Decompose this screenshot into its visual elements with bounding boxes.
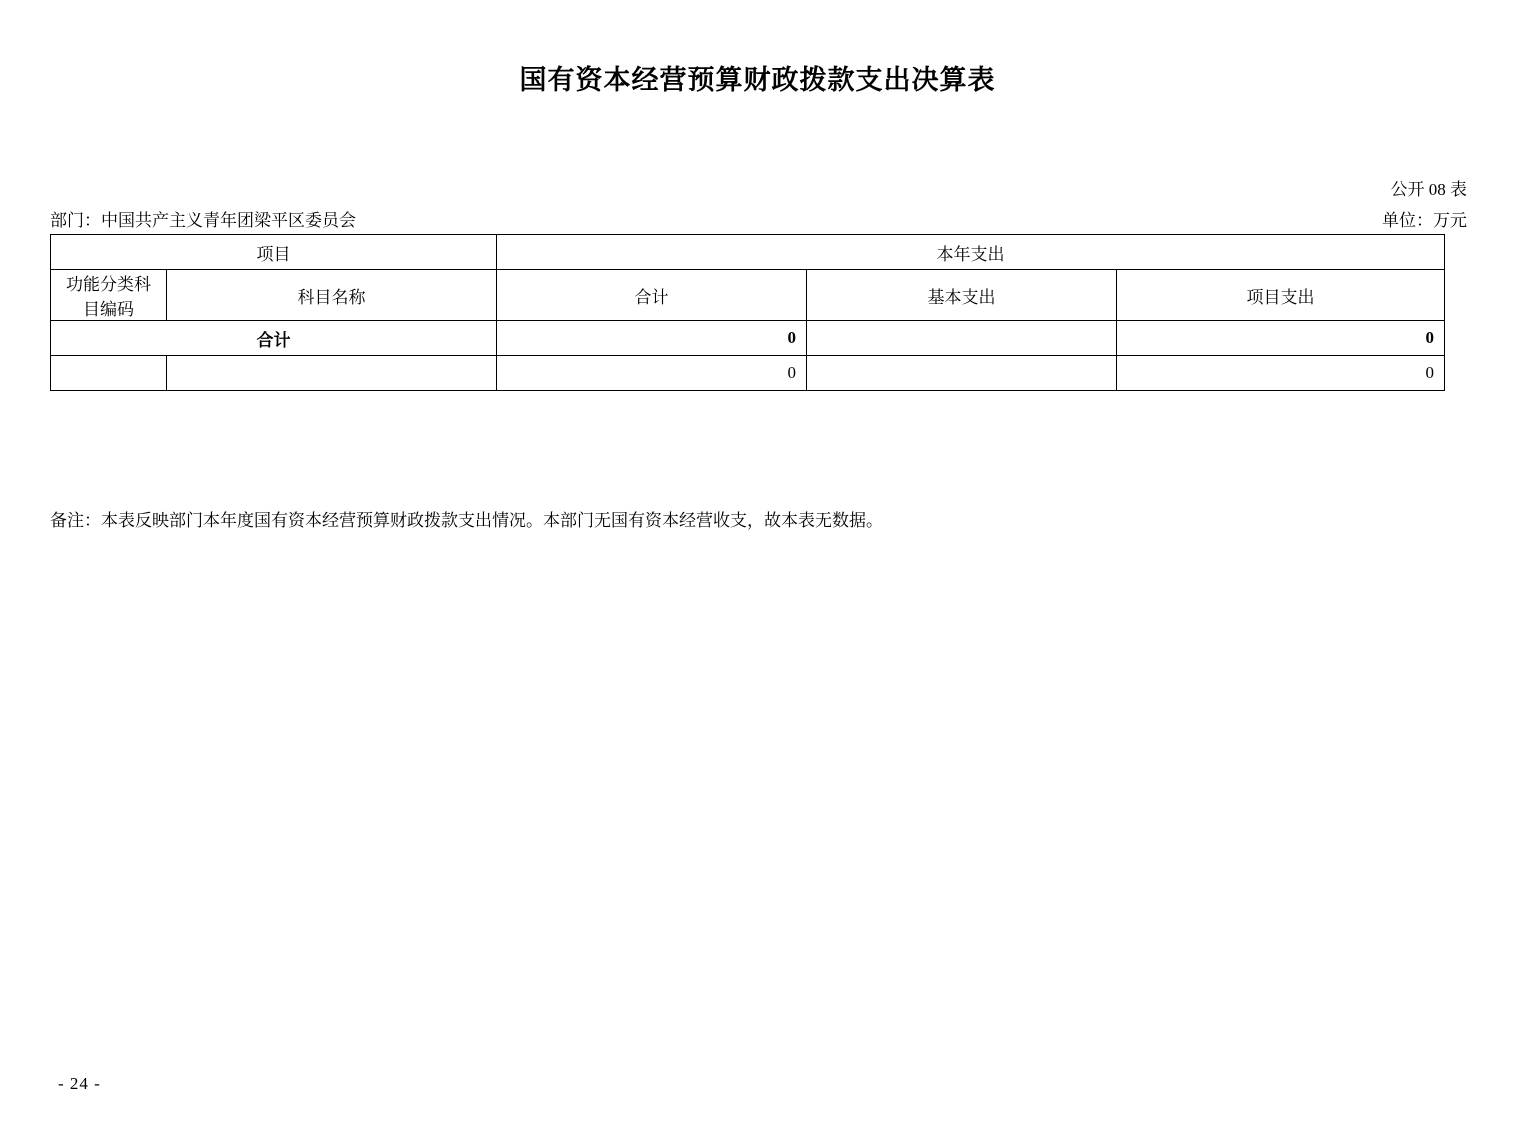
column-header-code: 功能分类科目编码: [51, 270, 167, 321]
department-label: 部门：中国共产主义青年团梁平区委员会: [50, 211, 356, 230]
meta-row: [50, 206, 1467, 231]
expenditure-table: [50, 234, 1445, 391]
column-header-basic: 基本支出: [807, 270, 1117, 321]
header-year-expenditure: 本年支出: [497, 235, 1445, 270]
row-blank-total: 0: [497, 356, 807, 391]
table-note: 备注：本表反映部门本年度国有资本经营预算财政拨款支出情况。本部门无国有资本经营收支，故本表无数据。: [50, 511, 883, 530]
table-row: [51, 321, 1445, 356]
row-blank-project: 0: [1117, 356, 1445, 391]
row-blank-basic: [807, 356, 1117, 391]
unit-label: 单位：万元: [1382, 211, 1467, 230]
row-blank-code: [51, 356, 167, 391]
column-header-name: 科目名称: [167, 270, 497, 321]
row-blank-name: [167, 356, 497, 391]
table-group-header-row: [51, 235, 1445, 270]
column-header-total: 合计: [497, 270, 807, 321]
row-total-total: 0: [497, 321, 807, 356]
document-page: [0, 58, 1515, 1127]
header-item: 项目: [51, 235, 497, 270]
row-total-label: 合计: [51, 321, 497, 356]
page-number: - 24 -: [58, 1074, 101, 1093]
form-number: 公开 08 表: [1390, 180, 1467, 199]
table-row: [51, 356, 1445, 391]
row-total-project: 0: [1117, 321, 1445, 356]
row-total-basic: [807, 321, 1117, 356]
column-header-project: 项目支出: [1117, 270, 1445, 321]
page-title: 国有资本经营预算财政拨款支出决算表: [519, 65, 996, 95]
table-column-header-row: [51, 270, 1445, 321]
